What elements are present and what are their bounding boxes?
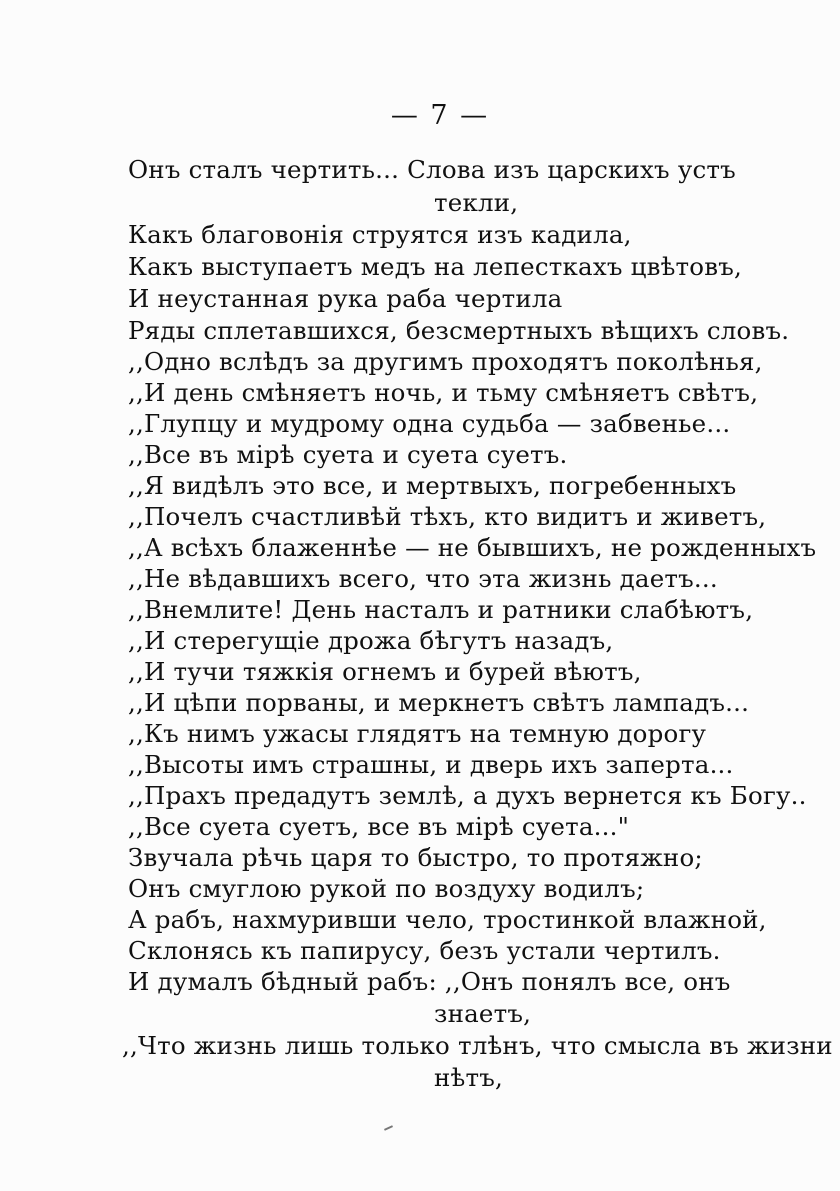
poem-line-22: Звучала рѣчь царя то быстро, то протяжно; (128, 843, 703, 872)
poem-line-18: ,,Къ нимъ ужасы глядятъ на темную дорогу (128, 719, 707, 748)
poem-line-14: ,,Внемлите! День насталъ и ратники слабѣютъ, (128, 595, 754, 624)
poem-line-12: ,,А всѣхъ блаженнѣе — не бывшихъ, не рожденныхъ (128, 533, 817, 562)
poem-line-3: Какъ выступаетъ медъ на лепесткахъ цвѣтовъ, (128, 252, 743, 281)
poem-line-7: ,,И день смѣняетъ ночь, и тьму смѣняетъ свѣтъ, (128, 378, 759, 407)
poem-line-16: ,,И тучи тяжкія огнемъ и бурей вѣютъ, (128, 657, 642, 686)
poem-line-5: Ряды сплетавшихся, безсмертныхъ вѣщихъ словъ. (128, 316, 790, 345)
poem-line-15: ,,И стерегущіе дрожа бѣгутъ назадъ, (128, 626, 614, 655)
page-number: — 7 — (390, 100, 490, 131)
poem-line-21: ,,Все суета суетъ, все въ мірѣ суета..." (128, 812, 630, 841)
poem-line-13: ,,Не вѣдавшихъ всего, что эта жизнь даетъ... (128, 564, 718, 593)
poem-line-9: ,,Все въ мірѣ суета и суета суетъ. (128, 440, 568, 469)
poem-line-8: ,,Глупцу и мудрому одна судьба — забвенье... (128, 409, 731, 438)
poem-line-20: ,,Прахъ предадутъ землѣ, а духъ вернется къ Богу.. (128, 781, 807, 810)
poem-line-27-continuation: нѣтъ, (434, 1063, 504, 1092)
poem-line-26-continuation: знаетъ, (434, 999, 532, 1028)
poem-line-19: ,,Высоты имъ страшны, и дверь ихъ заперта... (128, 750, 734, 779)
poem-line-6: ,,Одно вслѣдъ за другимъ проходятъ поколѣнья, (128, 347, 763, 376)
poem-line-1-continuation: текли, (434, 188, 519, 217)
poem-line-10: ,,Я видѣлъ это все, и мертвыхъ, погребенныхъ (128, 471, 737, 500)
poem-line-17: ,,И цѣпи порваны, и меркнетъ свѣтъ лампадъ... (128, 688, 750, 717)
poem-line-2: Какъ благовонія струятся изъ кадила, (128, 220, 632, 249)
poem-line-24: А рабъ, нахмуривши чело, тростинкой влажной, (128, 905, 767, 934)
poem-line-1: Онъ сталъ чертить... Слова изъ царскихъ устъ (128, 155, 736, 184)
poem-line-23: Онъ смуглою рукой по воздуху водилъ; (128, 874, 645, 903)
poem-line-26: И думалъ бѣдный рабъ: ,,Онъ понялъ все, онъ (128, 967, 731, 996)
poem-line-25: Склонясь къ папирусу, безъ устали чертилъ. (128, 936, 721, 965)
poem-line-4: И неустанная рука раба чертила (128, 284, 563, 313)
poem-line-27: ,,Что жизнь лишь только тлѣнъ, что смысла въ жизни (122, 1031, 833, 1060)
poem-line-11: ,,Почелъ счастливѣй тѣхъ, кто видитъ и живетъ, (128, 502, 767, 531)
